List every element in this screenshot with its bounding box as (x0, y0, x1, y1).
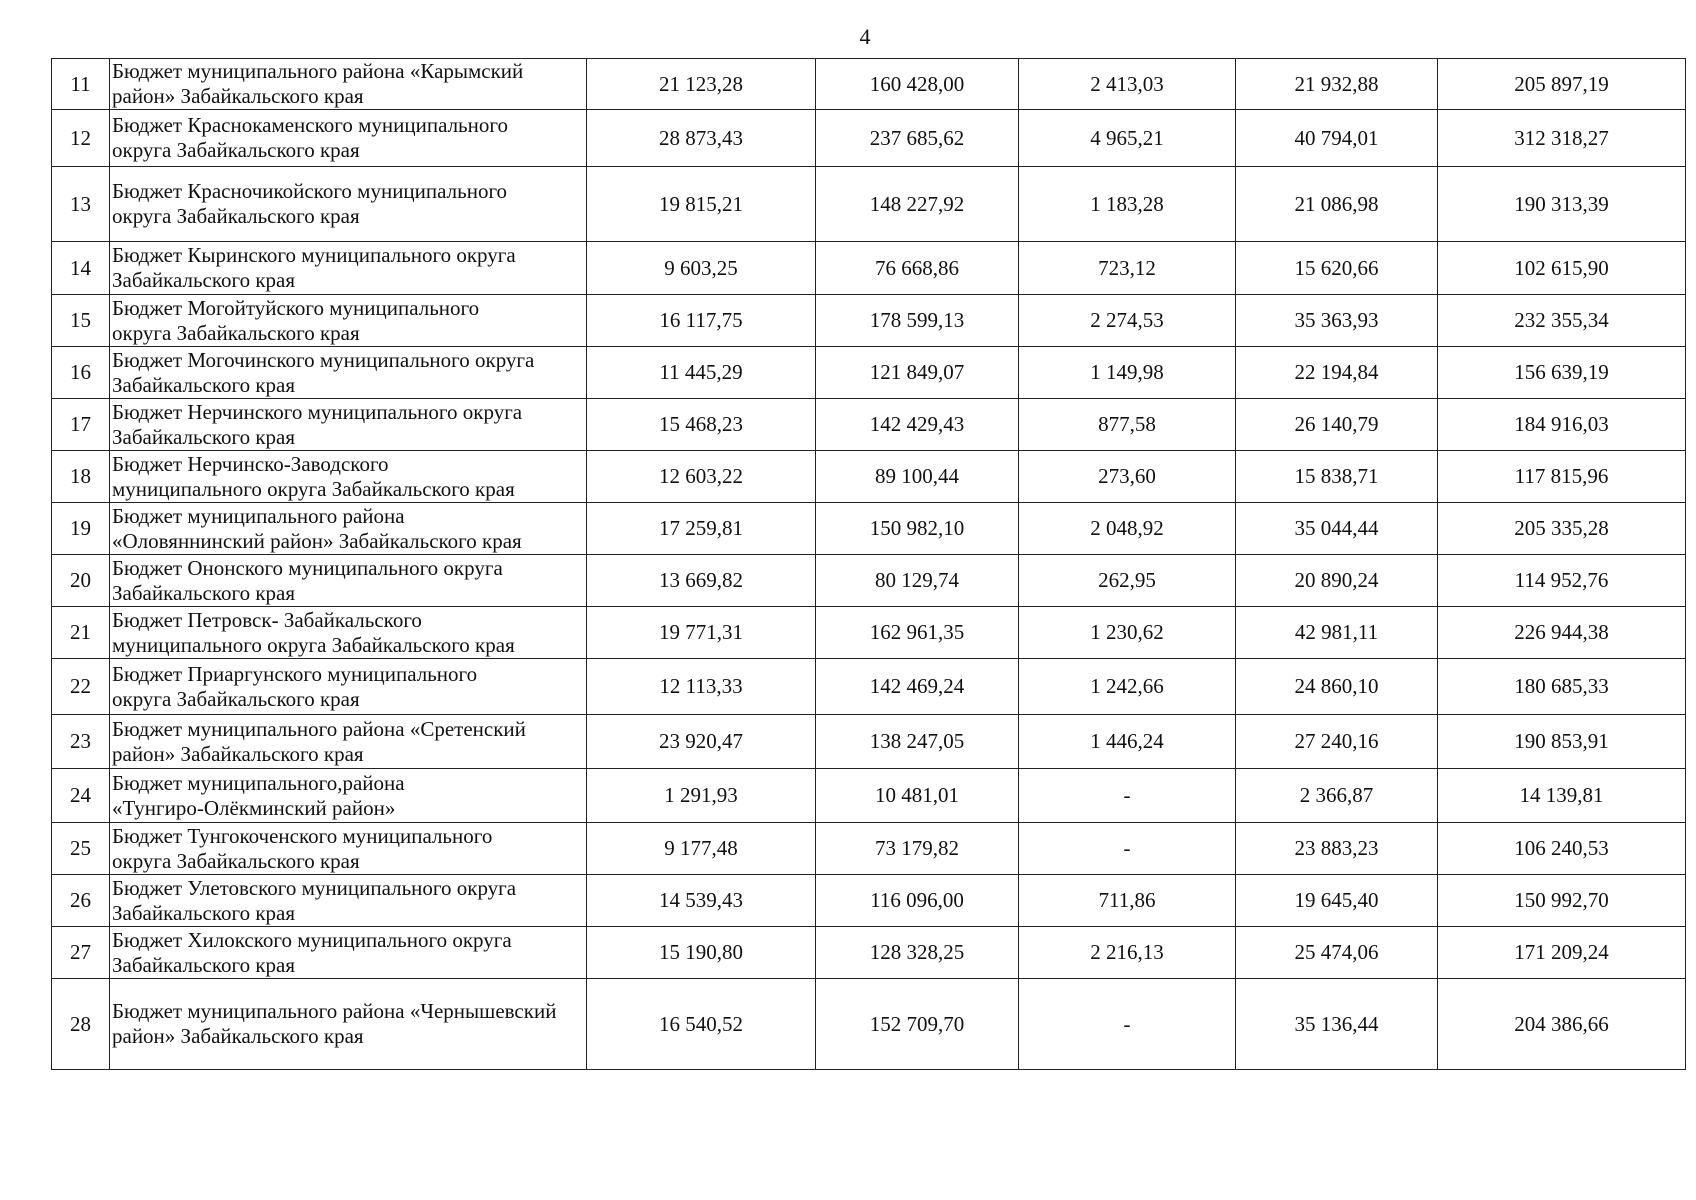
value-cell-c2: 89 100,44 (816, 451, 1019, 503)
budget-name (110, 295, 587, 347)
value-cell-c2: 116 096,00 (816, 875, 1019, 927)
table-row (52, 167, 1686, 242)
budget-name-line: муниципального округа Забайкальского края (112, 476, 515, 501)
page-number: 4 (859, 24, 871, 49)
value-cell-c1: 12 603,22 (587, 451, 816, 503)
value-cell-c4: 23 883,23 (1236, 823, 1438, 875)
table-row (52, 823, 1686, 875)
budget-name-line: Забайкальского края (112, 580, 296, 605)
table-row (52, 59, 1686, 110)
budget-name-line: Бюджет муниципального района «Чернышевский (112, 999, 557, 1023)
budget-name-line: Бюджет муниципального района «Карымский (112, 59, 524, 83)
value-cell-c5: 117 815,96 (1438, 451, 1686, 503)
value-cell-c5: 180 685,33 (1438, 659, 1686, 715)
table-row (52, 347, 1686, 399)
budget-name-line: Бюджет Нерчинского муниципального округа (112, 399, 523, 424)
value-cell-c1: 15 190,80 (587, 927, 816, 979)
row-number: 12 (52, 110, 110, 167)
table-row (52, 769, 1686, 823)
budget-name (110, 167, 587, 242)
row-number: 13 (52, 167, 110, 242)
value-cell-c5: 190 853,91 (1438, 715, 1686, 769)
table-row (52, 451, 1686, 503)
budget-name-line: район» Забайкальского края (112, 1024, 364, 1048)
value-cell-c4: 21 086,98 (1236, 167, 1438, 242)
value-cell-c3: 262,95 (1019, 555, 1236, 607)
value-cell-c5: 106 240,53 (1438, 823, 1686, 875)
value-cell-c3: 1 149,98 (1019, 347, 1236, 399)
table-row (52, 503, 1686, 555)
budget-name-line: Бюджет Петровск- Забайкальского (112, 607, 422, 632)
row-number: 24 (52, 769, 110, 823)
row-number: 11 (52, 59, 110, 110)
budget-name (110, 927, 587, 979)
budget-name (110, 503, 587, 555)
budget-name (110, 875, 587, 927)
budget-name-line: Бюджет Могойтуйского муниципального (112, 295, 480, 320)
budget-name-line: Бюджет Улетовского муниципального округа (112, 875, 517, 900)
row-number: 15 (52, 295, 110, 347)
row-number: 25 (52, 823, 110, 875)
budget-name-line: район» Забайкальского края (112, 741, 364, 766)
table-row (52, 110, 1686, 167)
value-cell-c5: 204 386,66 (1438, 979, 1686, 1070)
value-cell-c4: 25 474,06 (1236, 927, 1438, 979)
row-number: 27 (52, 927, 110, 979)
value-cell-c5: 205 335,28 (1438, 503, 1686, 555)
budget-name-line: Бюджет муниципального,района (112, 770, 405, 795)
value-cell-c4: 40 794,01 (1236, 110, 1438, 167)
budget-name-line: Бюджет Ононского муниципального округа (112, 555, 503, 580)
budget-name (110, 555, 587, 607)
row-number: 21 (52, 607, 110, 659)
value-cell-c3: 4 965,21 (1019, 110, 1236, 167)
value-cell-c3: 2 216,13 (1019, 927, 1236, 979)
value-cell-c1: 16 117,75 (587, 295, 816, 347)
table-row (52, 607, 1686, 659)
row-number: 18 (52, 451, 110, 503)
table-row (52, 715, 1686, 769)
value-cell-c5: 114 952,76 (1438, 555, 1686, 607)
budget-name-line: округа Забайкальского края (112, 686, 360, 711)
value-cell-c4: 21 932,88 (1236, 59, 1438, 110)
row-number: 23 (52, 715, 110, 769)
budget-name (110, 110, 587, 167)
value-cell-c5: 312 318,27 (1438, 110, 1686, 167)
value-cell-c3: 1 242,66 (1019, 659, 1236, 715)
row-number: 20 (52, 555, 110, 607)
value-cell-c3: 723,12 (1019, 242, 1236, 295)
value-cell-c3: - (1019, 823, 1236, 875)
row-number: 14 (52, 242, 110, 295)
value-cell-c5: 102 615,90 (1438, 242, 1686, 295)
value-cell-c1: 19 815,21 (587, 167, 816, 242)
row-number: 19 (52, 503, 110, 555)
budget-name-line: округа Забайкальского края (112, 138, 360, 162)
budget-name (110, 607, 587, 659)
budget-name-line: Забайкальского края (112, 372, 296, 397)
value-cell-c1: 1 291,93 (587, 769, 816, 823)
budget-name-line: Забайкальского края (112, 900, 296, 925)
value-cell-c3: 711,86 (1019, 875, 1236, 927)
value-cell-c2: 142 429,43 (816, 399, 1019, 451)
value-cell-c4: 15 620,66 (1236, 242, 1438, 295)
value-cell-c4: 35 136,44 (1236, 979, 1438, 1070)
budget-name-line: «Тунгиро-Олёкминский район» (112, 795, 396, 820)
value-cell-c3: 1 446,24 (1019, 715, 1236, 769)
value-cell-c1: 21 123,28 (587, 59, 816, 110)
value-cell-c2: 10 481,01 (816, 769, 1019, 823)
value-cell-c1: 19 771,31 (587, 607, 816, 659)
budget-table (51, 58, 1686, 1070)
table-row (52, 242, 1686, 295)
table-row (52, 555, 1686, 607)
value-cell-c3: - (1019, 769, 1236, 823)
budget-name (110, 823, 587, 875)
value-cell-c5: 190 313,39 (1438, 167, 1686, 242)
value-cell-c2: 138 247,05 (816, 715, 1019, 769)
value-cell-c2: 73 179,82 (816, 823, 1019, 875)
row-number: 22 (52, 659, 110, 715)
value-cell-c2: 160 428,00 (816, 59, 1019, 110)
budget-name-line: Забайкальского края (112, 424, 296, 449)
value-cell-c2: 178 599,13 (816, 295, 1019, 347)
value-cell-c4: 35 044,44 (1236, 503, 1438, 555)
budget-name-line: «Оловяннинский район» Забайкальского края (112, 528, 522, 553)
value-cell-c5: 232 355,34 (1438, 295, 1686, 347)
table-row (52, 659, 1686, 715)
value-cell-c5: 205 897,19 (1438, 59, 1686, 110)
value-cell-c1: 12 113,33 (587, 659, 816, 715)
value-cell-c4: 2 366,87 (1236, 769, 1438, 823)
budget-name-line: муниципального округа Забайкальского края (112, 632, 515, 657)
budget-name (110, 347, 587, 399)
budget-name-line: округа Забайкальского края (112, 204, 360, 228)
value-cell-c2: 128 328,25 (816, 927, 1019, 979)
value-cell-c3: - (1019, 979, 1236, 1070)
budget-name (110, 979, 587, 1070)
table-row (52, 875, 1686, 927)
value-cell-c1: 9 177,48 (587, 823, 816, 875)
value-cell-c4: 26 140,79 (1236, 399, 1438, 451)
value-cell-c1: 13 669,82 (587, 555, 816, 607)
value-cell-c1: 28 873,43 (587, 110, 816, 167)
budget-name-line: Бюджет муниципального района «Сретенский (112, 716, 526, 741)
row-number: 16 (52, 347, 110, 399)
value-cell-c2: 162 961,35 (816, 607, 1019, 659)
value-cell-c4: 27 240,16 (1236, 715, 1438, 769)
budget-name (110, 769, 587, 823)
value-cell-c3: 2 048,92 (1019, 503, 1236, 555)
value-cell-c4: 19 645,40 (1236, 875, 1438, 927)
budget-name-line: Бюджет Краснокаменского муниципального (112, 113, 508, 137)
budget-name-line: район» Забайкальского края (112, 84, 364, 108)
value-cell-c3: 273,60 (1019, 451, 1236, 503)
value-cell-c1: 11 445,29 (587, 347, 816, 399)
budget-name-line: Бюджет Кыринского муниципального округа (112, 243, 516, 267)
row-number: 17 (52, 399, 110, 451)
budget-name (110, 715, 587, 769)
value-cell-c5: 226 944,38 (1438, 607, 1686, 659)
budget-name-line: Бюджет Приаргунского муниципального (112, 661, 478, 686)
table-body (52, 59, 1686, 1070)
value-cell-c5: 184 916,03 (1438, 399, 1686, 451)
value-cell-c1: 23 920,47 (587, 715, 816, 769)
value-cell-c2: 237 685,62 (816, 110, 1019, 167)
table-row (52, 927, 1686, 979)
table-row (52, 399, 1686, 451)
value-cell-c3: 1 183,28 (1019, 167, 1236, 242)
value-cell-c1: 15 468,23 (587, 399, 816, 451)
budget-name-line: Бюджет Нерчинско-Заводского (112, 451, 389, 476)
value-cell-c1: 17 259,81 (587, 503, 816, 555)
value-cell-c4: 42 981,11 (1236, 607, 1438, 659)
value-cell-c2: 148 227,92 (816, 167, 1019, 242)
budget-name (110, 399, 587, 451)
value-cell-c4: 24 860,10 (1236, 659, 1438, 715)
value-cell-c2: 142 469,24 (816, 659, 1019, 715)
budget-name-line: Бюджет Тунгокоченского муниципального (112, 823, 493, 848)
value-cell-c2: 76 668,86 (816, 242, 1019, 295)
value-cell-c3: 2 413,03 (1019, 59, 1236, 110)
value-cell-c5: 156 639,19 (1438, 347, 1686, 399)
table-row (52, 979, 1686, 1070)
value-cell-c4: 35 363,93 (1236, 295, 1438, 347)
table-row (52, 295, 1686, 347)
budget-name-line: округа Забайкальского края (112, 848, 360, 873)
budget-name (110, 659, 587, 715)
budget-name-line: Бюджет Могочинского муниципального округа (112, 347, 535, 372)
budget-name (110, 451, 587, 503)
row-number: 28 (52, 979, 110, 1070)
budget-name-line: округа Забайкальского края (112, 320, 360, 345)
value-cell-c3: 877,58 (1019, 399, 1236, 451)
value-cell-c2: 121 849,07 (816, 347, 1019, 399)
value-cell-c4: 22 194,84 (1236, 347, 1438, 399)
budget-name-line: Бюджет Красночикойского муниципального (112, 179, 508, 203)
value-cell-c1: 14 539,43 (587, 875, 816, 927)
value-cell-c5: 14 139,81 (1438, 769, 1686, 823)
value-cell-c4: 20 890,24 (1236, 555, 1438, 607)
budget-name-line: Забайкальского края (112, 952, 296, 977)
value-cell-c5: 150 992,70 (1438, 875, 1686, 927)
value-cell-c2: 80 129,74 (816, 555, 1019, 607)
value-cell-c4: 15 838,71 (1236, 451, 1438, 503)
value-cell-c3: 2 274,53 (1019, 295, 1236, 347)
value-cell-c3: 1 230,62 (1019, 607, 1236, 659)
budget-name-line: Забайкальского края (112, 268, 296, 292)
value-cell-c5: 171 209,24 (1438, 927, 1686, 979)
budget-name (110, 242, 587, 295)
budget-name-line: Бюджет Хилокского муниципального округа (112, 927, 512, 952)
row-number: 26 (52, 875, 110, 927)
value-cell-c2: 152 709,70 (816, 979, 1019, 1070)
value-cell-c2: 150 982,10 (816, 503, 1019, 555)
budget-name (110, 59, 587, 110)
budget-name-line: Бюджет муниципального района (112, 503, 405, 528)
value-cell-c1: 9 603,25 (587, 242, 816, 295)
value-cell-c1: 16 540,52 (587, 979, 816, 1070)
